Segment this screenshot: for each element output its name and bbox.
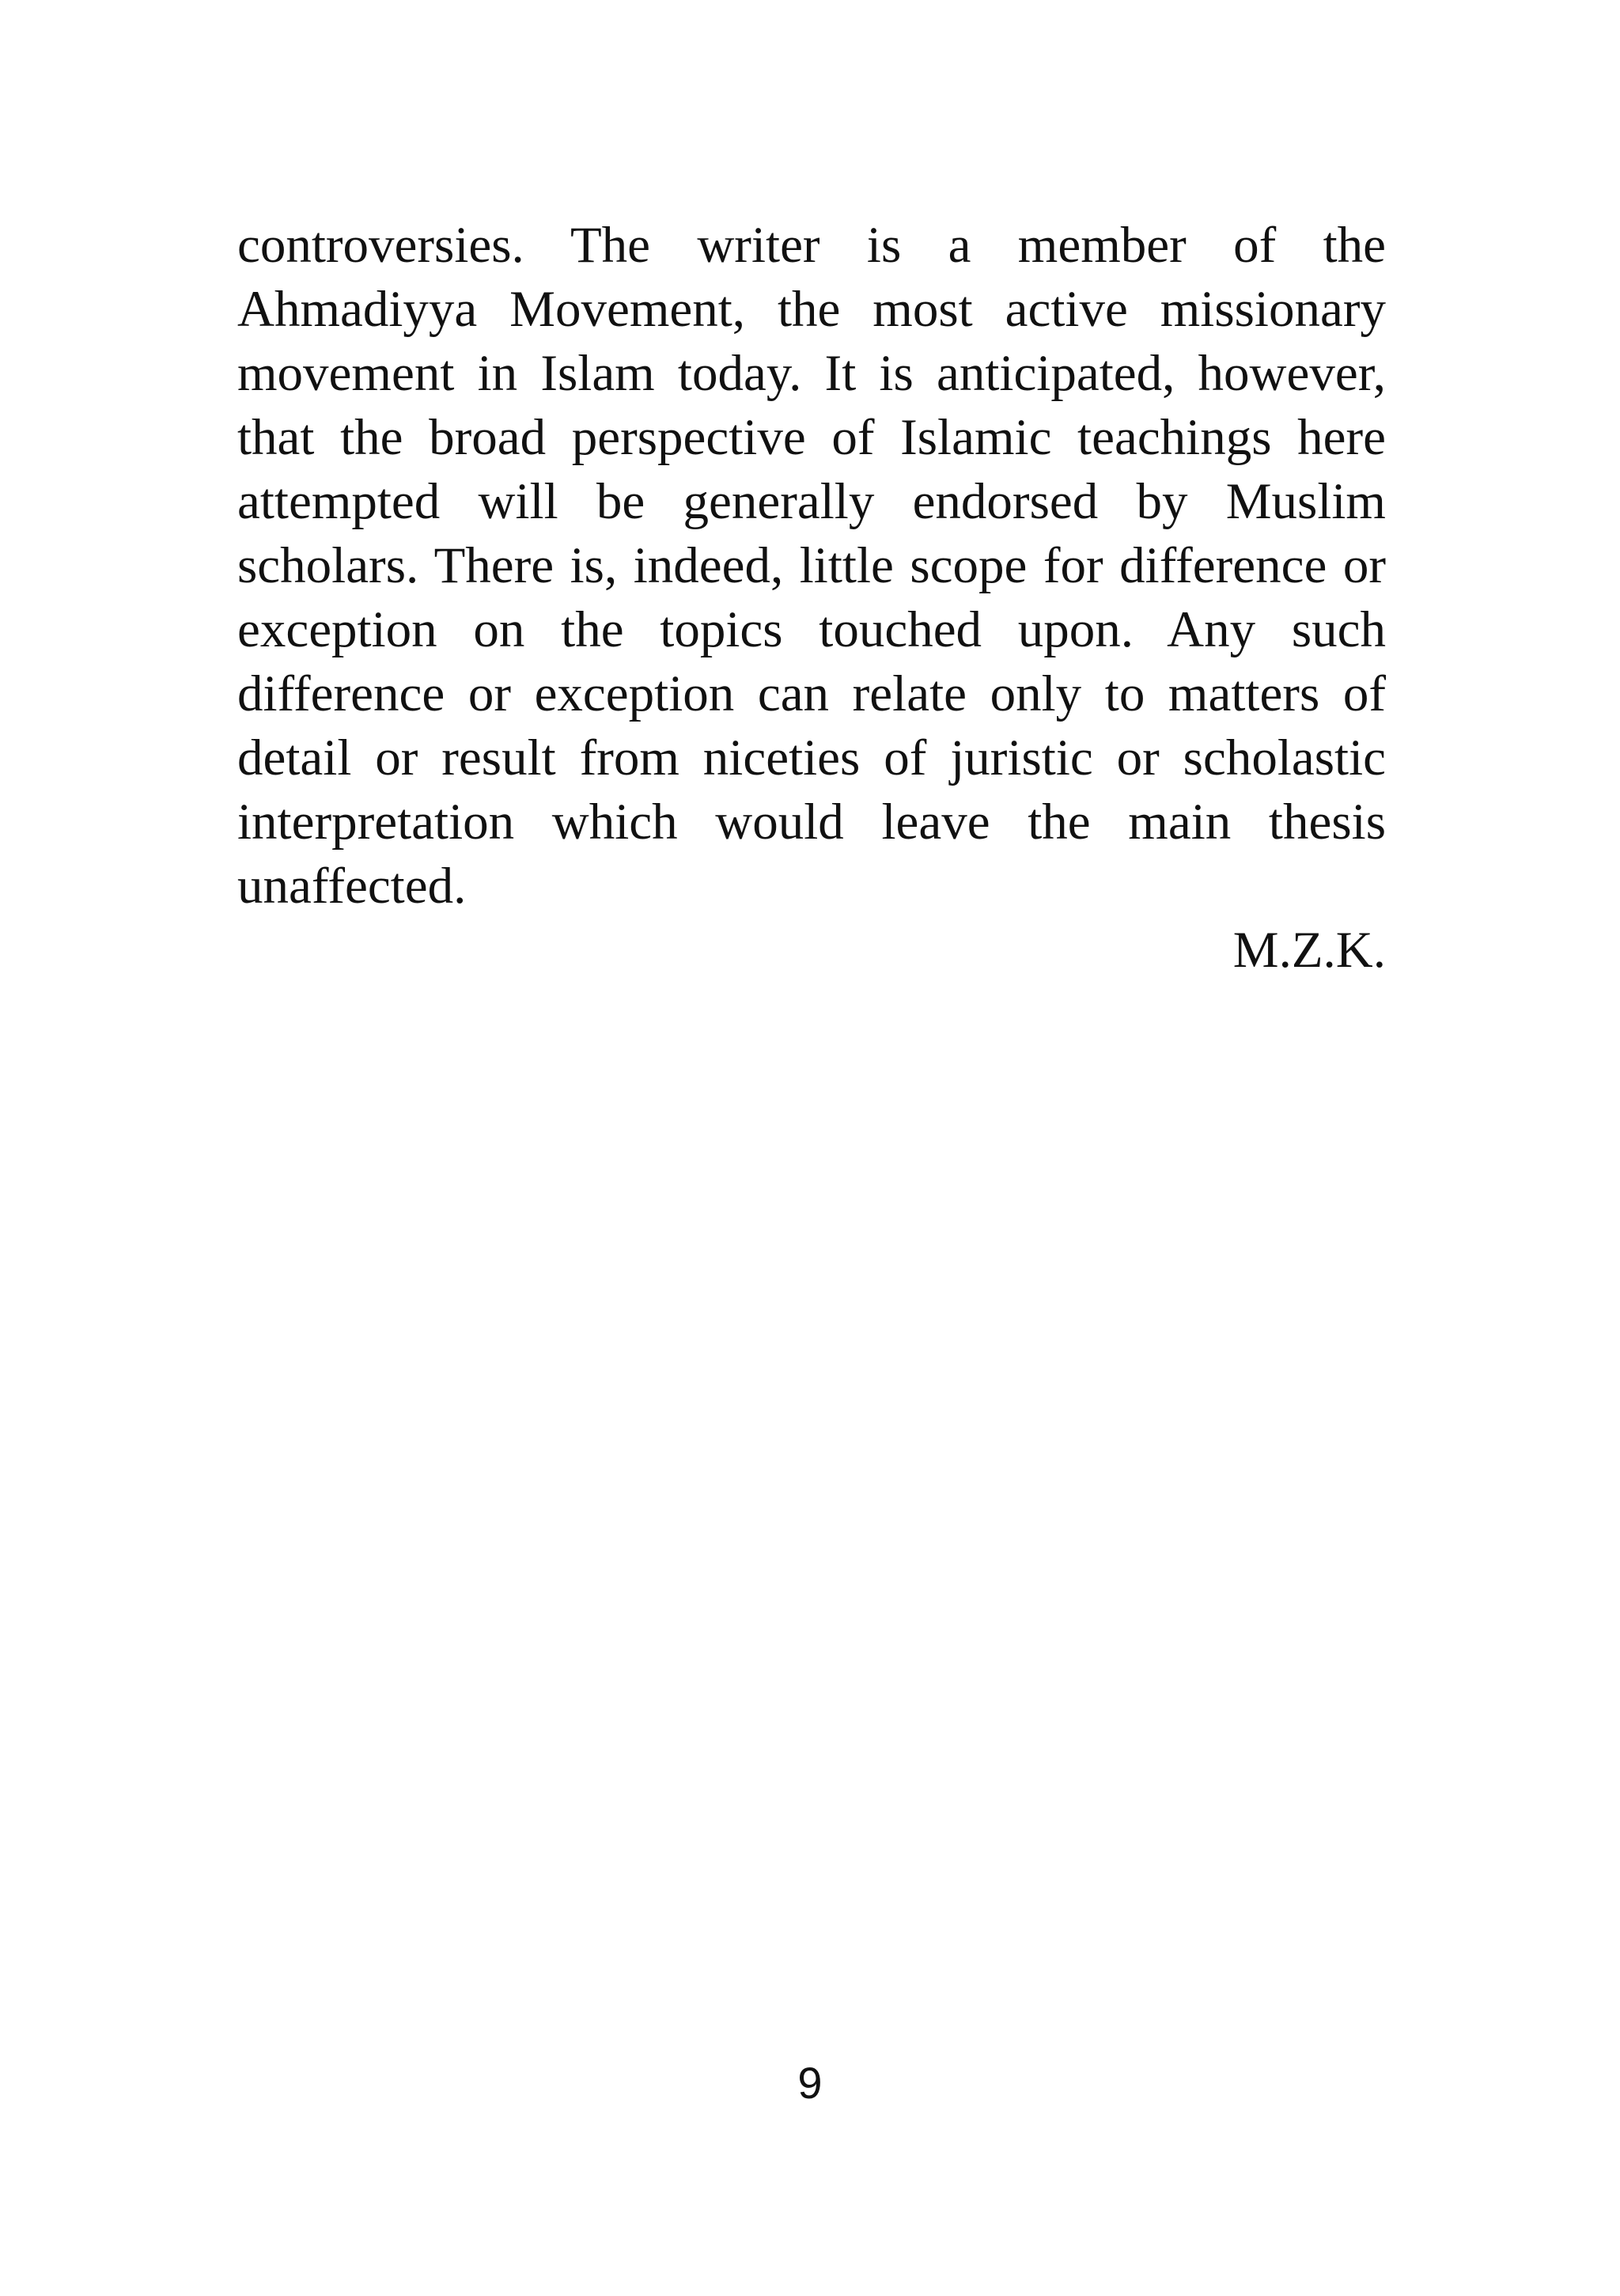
text-line: Ahmadiyya Movement, the most active missionary [237, 281, 1386, 338]
text-line: interpretation which would leave the main thesis [237, 794, 1386, 851]
text-line: that the broad perspective of Islamic teachings here [237, 409, 1386, 466]
text-line: detail or result from niceties of juristic or scholastic [237, 729, 1386, 786]
text-line: movement in Islam today. It is anticipated, however, [237, 345, 1386, 402]
paragraph [237, 214, 1386, 919]
text-line: controversies. The writer is a member of the [237, 217, 1386, 274]
text-line: difference or exception can relate only to matters of [237, 665, 1386, 722]
page-number: 9 [797, 2058, 823, 2108]
text-line: scholars. There is, indeed, little scope for difference or [237, 537, 1386, 594]
text-line: attempted will be generally endorsed by Muslim [237, 473, 1386, 530]
text-line: exception on the topics touched upon. Any such [237, 601, 1386, 658]
text-line: unaffected. [237, 858, 467, 915]
body-text [237, 214, 1386, 983]
author-signature: M.Z.K. [1232, 922, 1386, 979]
